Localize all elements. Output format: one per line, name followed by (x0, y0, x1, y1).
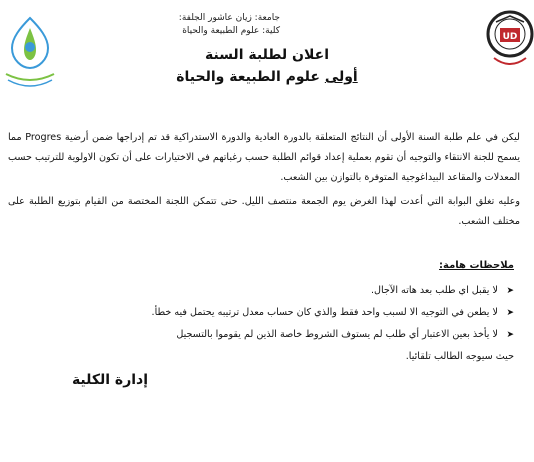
arrow-bullet-icon: ➤ (506, 308, 514, 318)
note-item (20, 324, 514, 346)
note-text: لا يأخذ بعين الاعتبار أي طلب لم يستوف الشروط خاصة الذين لم يقوموا بالتسجيل (176, 329, 498, 340)
university-logo (486, 8, 534, 74)
note-text: لا يطعن في التوجيه الا لسبب واحد فقط والذي كان حساب معدل ترتيبه يحتمل فيه خطأ. (151, 307, 498, 318)
important-notes-title: ملاحظات هامة: (439, 260, 514, 271)
body-paragraph-2: وعليه تغلق البوابة التي أعدت لهذا الغرض يوم الجمعة منتصف الليل. حتى تتمكن اللجنة المختصة من القيام بتوزيع الطلبة على مختلف الشعب. (8, 196, 520, 227)
university-name: جامعة: زيان عاشور الجلفة: (178, 13, 280, 23)
faculty-logo-graphic (0, 14, 60, 98)
note-text: لا يقبل اي طلب بعد هاته الآجال. (370, 285, 498, 296)
university-logo-letters: UD (502, 32, 518, 42)
announcement-body (8, 128, 520, 232)
announcement-title: اعلان لطلبة السنة (204, 47, 329, 63)
university-seal-graphic (486, 8, 534, 74)
note-continuation: حيث سيوجه الطالب تلقائيا. (405, 351, 514, 362)
announcement-subtitle (120, 68, 414, 86)
faculty-logo (0, 14, 60, 98)
arrow-bullet-icon: ➤ (506, 330, 514, 340)
important-notes-list (20, 280, 514, 368)
faculty-name: كلية: علوم الطبيعة والحياة (182, 26, 280, 36)
note-item (20, 302, 514, 324)
institution-header (80, 12, 280, 38)
body-paragraph-1: ليكن في علم طلبة السنة الأولى أن النتائج المتعلقة بالدورة العادية والدورة الاستدراكية قد تم إدراجها ضمن أرضية Progres مما يسمح للجنة الانتقاء والتوجيه أن تقوم بعملية إعداد قوائم الطلبة حسب رغباتهم في الاختيارات على أن تكون الاولوية للترتيب حسب المعدلات والمقاعد البيداغوجية المتوفرة بالتوازن بين الشعب. (8, 132, 520, 183)
subtitle-underlined-word: أولى (324, 69, 358, 85)
signature-faculty-administration: إدارة الكلية (71, 372, 149, 388)
note-item (20, 280, 514, 302)
subtitle-rest: علوم الطبيعة والحياة (176, 69, 325, 85)
arrow-bullet-icon: ➤ (506, 286, 514, 296)
